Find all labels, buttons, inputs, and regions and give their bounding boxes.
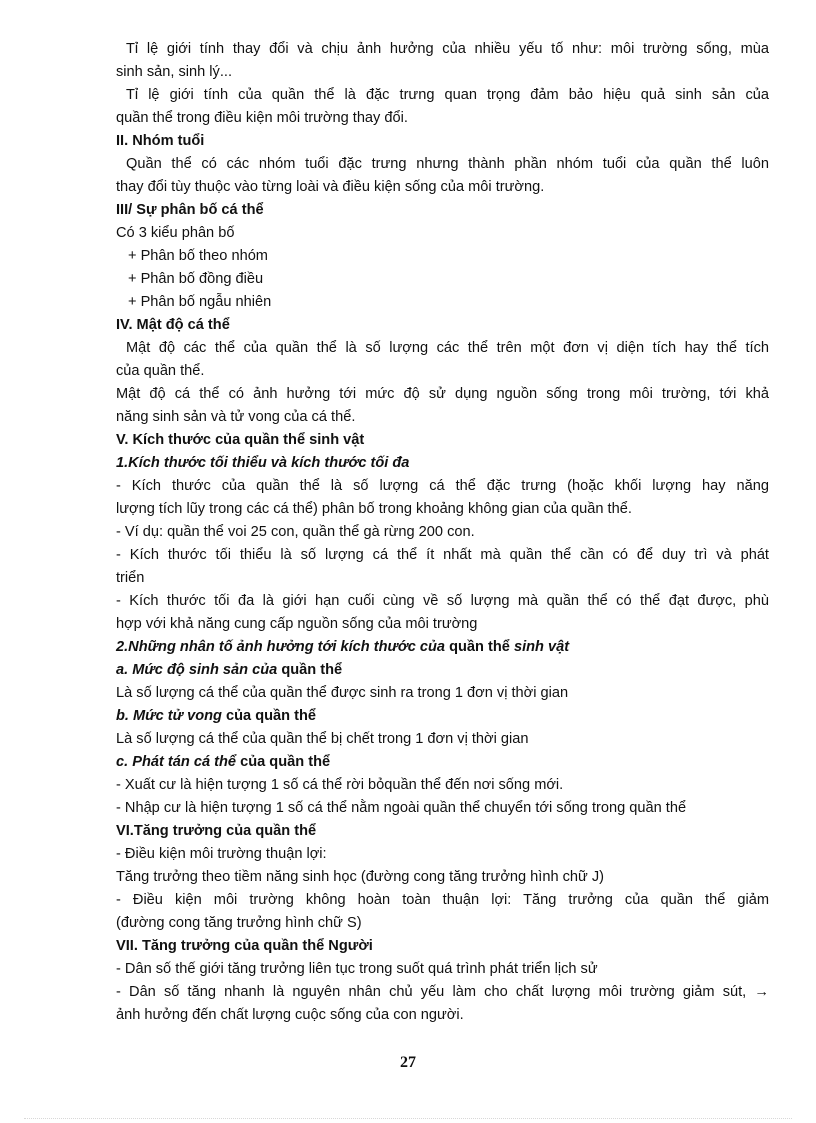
paragraph-line: Tỉ lệ giới tính thay đổi và chịu ảnh hưởng của nhiều yếu tố như: môi trường sống, mùa xyxy=(126,41,769,57)
paragraph-line: triển xyxy=(116,570,145,586)
paragraph-line: Là số lượng cá thể của quần thể được sinh ra trong 1 đơn vị thời gian xyxy=(116,685,569,701)
subsection-heading xyxy=(116,659,769,682)
section-heading: II. Nhóm tuổi xyxy=(116,133,205,149)
heading-part: của quần thể xyxy=(226,708,317,724)
paragraph-line: Mật độ các thể của quần thể là số lượng các thể trên một đơn vị diện tích hay thể tích xyxy=(126,340,769,356)
footer-divider xyxy=(24,1118,792,1119)
paragraph-line: Tỉ lệ giới tính của quần thể là đặc trưng quan trọng đảm bảo hiệu quả sinh sản của xyxy=(126,87,769,103)
subsection-heading xyxy=(116,751,769,774)
paragraph-line: Là số lượng cá thể của quần thể bị chết trong 1 đơn vị thời gian xyxy=(116,731,529,747)
paragraph-line: ảnh hưởng đến chất lượng cuộc sống của con người. xyxy=(116,1007,464,1023)
subsection-heading xyxy=(116,636,769,659)
paragraph-line: của quần thể. xyxy=(116,363,205,379)
section-heading: III/ Sự phân bố cá thể xyxy=(116,202,264,218)
heading-part: quần thể xyxy=(281,662,343,678)
paragraph-line: Mật độ cá thể có ảnh hưởng tới mức độ sử dụng nguồn sống trong môi trường, tới khả xyxy=(116,386,769,402)
paragraph-line: năng sinh sản và tử vong của cá thể. xyxy=(116,409,356,425)
paragraph-line: Quần thể có các nhóm tuổi đặc trưng nhưng thành phần nhóm tuổi của quần thể luôn xyxy=(126,156,769,172)
paragraph-line: (đường cong tăng trưởng hình chữ S) xyxy=(116,915,362,931)
heading-part: a. Mức độ sinh sản của xyxy=(116,662,278,678)
list-item: + Phân bố theo nhóm xyxy=(128,248,268,264)
paragraph-line: - Điều kiện môi trường không hoàn toàn thuận lợi: Tăng trưởng của quần thể giảm xyxy=(116,892,769,908)
heading-part: c. Phát tán cá thể xyxy=(116,754,237,770)
list-item: + Phân bố đồng điều xyxy=(128,271,264,287)
paragraph-line: lượng tích lũy trong các cá thể) phân bố trong khoảng không gian của quần thể. xyxy=(116,501,632,517)
heading-part: 2.Những nhân tố ảnh hưởng tới kích thước của xyxy=(116,639,446,655)
list-item: + Phân bố ngẫu nhiên xyxy=(128,294,272,310)
paragraph-line: thay đổi tùy thuộc vào từng loài và điều kiện sống của môi trường. xyxy=(116,179,545,195)
paragraph-line: - Xuất cư là hiện tượng 1 số cá thể rời bỏquần thể đến nơi sống mới. xyxy=(116,777,564,793)
heading-part: sinh vật xyxy=(513,639,570,655)
document-body xyxy=(116,38,769,1027)
paragraph-line: Tăng trưởng theo tiềm năng sinh học (đường cong tăng trưởng hình chữ J) xyxy=(116,869,605,885)
subsection-heading: 1.Kích thước tối thiểu và kích thước tối đa xyxy=(116,455,410,471)
heading-part: b. Mức tử vong xyxy=(116,708,222,724)
section-heading: VI.Tăng trưởng của quần thể xyxy=(116,823,317,839)
paragraph-line: sinh sản, sinh lý... xyxy=(116,64,232,80)
paragraph-line: - Kích thước tối thiểu là số lượng cá thể ít nhất mà quần thể cần có để duy trì và phát xyxy=(116,547,769,563)
paragraph-line: - Dân số tăng nhanh là nguyên nhân chủ yếu làm cho chất lượng môi trường giảm sút, → xyxy=(116,984,769,1000)
paragraph-line: - Điều kiện môi trường thuận lợi: xyxy=(116,846,327,862)
section-heading: IV. Mật độ cá thể xyxy=(116,317,230,333)
paragraph-line: - Nhập cư là hiện tượng 1 số cá thể nằm ngoài quần thể chuyển tới sống trong quần thể xyxy=(116,800,687,816)
section-heading: VII. Tăng trưởng của quần thể Người xyxy=(116,938,373,954)
heading-part: của quần thể xyxy=(240,754,331,770)
heading-part: quần thể xyxy=(449,639,510,655)
paragraph-line: Có 3 kiểu phân bố xyxy=(116,225,235,241)
paragraph-line: quần thể trong điều kiện môi trường thay đổi. xyxy=(116,110,408,126)
paragraph-line: - Ví dụ: quần thể voi 25 con, quần thể gà rừng 200 con. xyxy=(116,524,475,540)
subsection-heading xyxy=(116,705,769,728)
paragraph-line: - Kích thước của quần thể là số lượng cá thể đặc trưng (hoặc khối lượng hay năng xyxy=(116,478,769,494)
page-number: 27 xyxy=(400,1054,416,1071)
paragraph-line: - Dân số thế giới tăng trưởng liên tục trong suốt quá trình phát triển lịch sử xyxy=(116,961,598,977)
paragraph-line: - Kích thước tối đa là giới hạn cuối cùng về số lượng mà quần thể có thể đạt được, phù xyxy=(116,593,769,609)
section-heading: V. Kích thước của quần thể sinh vật xyxy=(116,432,365,448)
paragraph-line: hợp với khả năng cung cấp nguồn sống của môi trường xyxy=(116,616,478,632)
